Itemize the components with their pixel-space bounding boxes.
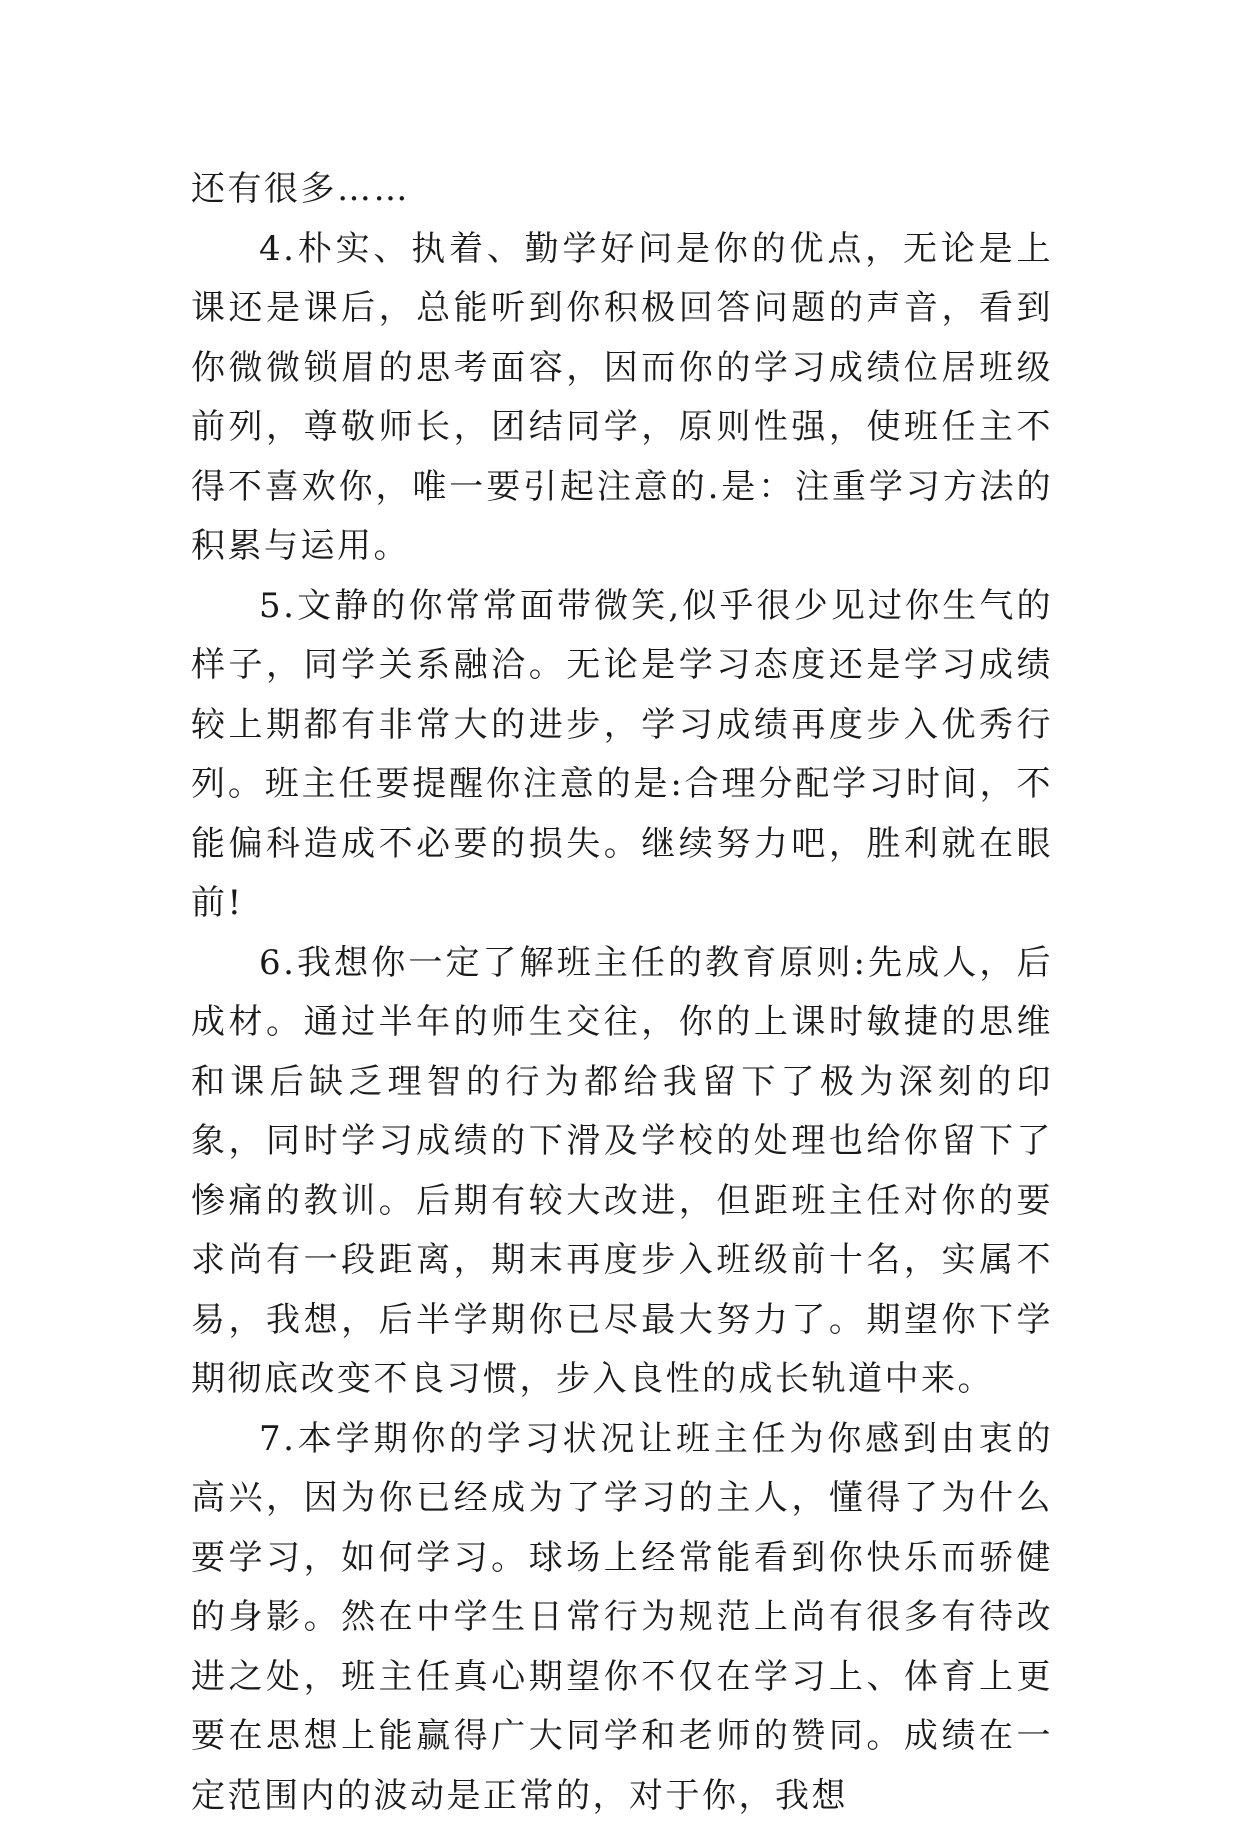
paragraph-comment-7: 7.本学期你的学习状况让班主任为你感到由衷的高兴，因为你已经成为了学习的主人，懂得了为什么要学习，如何学习。球场上经常能看到你快乐而骄健的身影。然在中学生日常行为规范上尚有很多有待改进之处，班主任真心期望你不仅在学习上、体育上更要在思想上能赢得广大同学和老师的赞同。成绩在一定范围内的波动是正常的，对于你，我想 (191, 1410, 1053, 1826)
paragraph-comment-6: 6.我想你一定了解班主任的教育原则:先成人，后成材。通过半年的师生交往，你的上课时敏捷的思维和课后缺乏理智的行为都给我留下了极为深刻的印象，同时学习成绩的下滑及学校的处理也给你留下了惨痛的教训。后期有较大改进，但距班主任对你的要求尚有一段距离，期末再度步入班级前十名，实属不易，我想，后半学期你已尽最大努力了。期望你下学期彻底改变不良习惯，步入良性的成长轨道中来。 (191, 934, 1053, 1410)
document-body (191, 160, 1053, 1826)
paragraph-comment-5: 5.文静的你常常面带微笑,似乎很少见过你生气的样子，同学关系融洽。无论是学习态度还是学习成绩较上期都有非常大的进步，学习成绩再度步入优秀行列。班主任要提醒你注意的是:合理分配学习时间，不能偏科造成不必要的损失。继续努力吧，胜利就在眼前! (191, 577, 1053, 934)
paragraph-comment-4: 4.朴实、执着、勤学好问是你的优点，无论是上课还是课后，总能听到你积极回答问题的声音，看到你微微锁眉的思考面容，因而你的学习成绩位居班级前列，尊敬师长，团结同学，原则性强，使班任主不得不喜欢你，唯一要引起注意的.是：注重学习方法的积累与运用。 (191, 220, 1053, 577)
paragraph-continuation: 还有很多…… (191, 160, 1053, 220)
